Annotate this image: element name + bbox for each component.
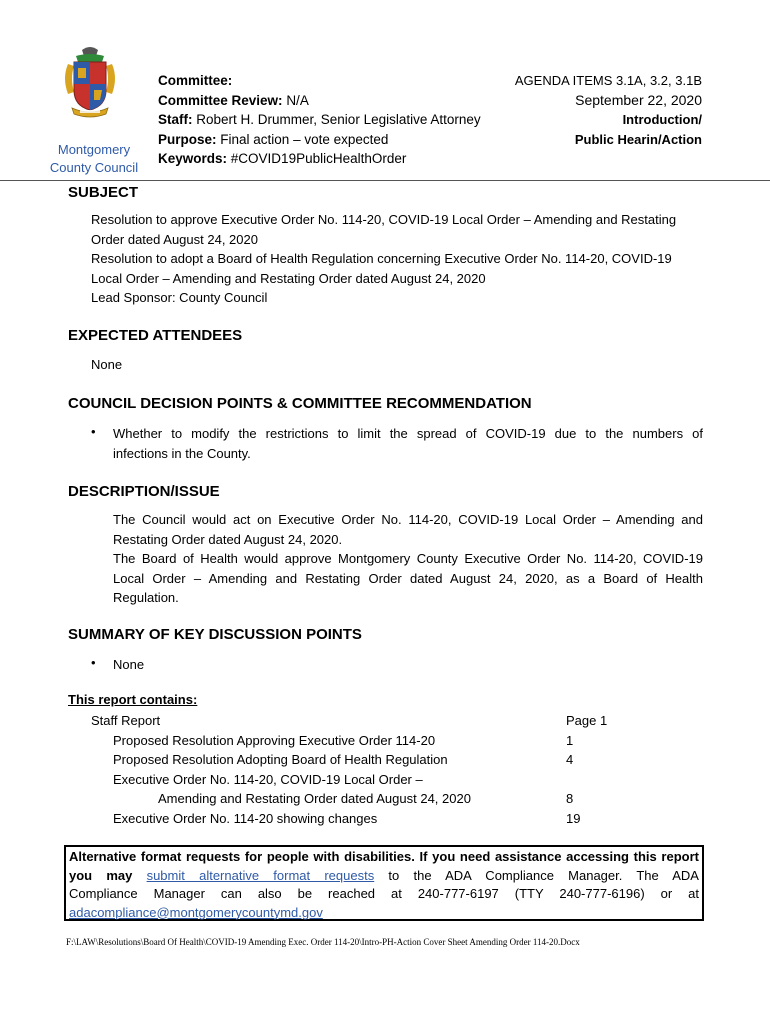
description-line: Regulation. [113,590,179,605]
purpose-value: Final action – vote expected [220,131,389,147]
bullet-icon: • [91,655,96,670]
bullet-icon: • [91,424,96,439]
summary-heading: SUMMARY OF KEY DISCUSSION POINTS [68,626,362,643]
contents-row-page: 8 [566,791,574,806]
council-name-line2: County Council [49,160,139,175]
staff-value: Robert H. Drummer, Senior Legislative Attorney [196,112,481,127]
staff-label: Staff: [158,112,193,127]
alt-format-line [69,867,699,886]
subject-line: Resolution to adopt a Board of Health Regulation concerning Executive Order No. 114-20, COVID-19 [91,251,672,266]
subject-line: Order dated August 24, 2020 [91,231,258,247]
description-line: The Board of Health would approve Montgomery County Executive Order No. 114-20, COVID-19 [113,551,703,566]
alt-format-line: Alternative format requests for people with disabilities. If you need assistance accessing this report [69,849,699,864]
subject-line: Local Order – Amending and Restating Order dated August 24, 2020 [91,270,486,286]
contents-row-page: Page 1 [566,713,608,728]
contents-row-label: Executive Order No. 114-20, COVID-19 Local Order – [113,771,423,787]
subject-body [91,210,703,308]
keywords-label: Keywords: [158,151,228,166]
decision-line: Whether to modify the restrictions to limit the spread of COVID-19 due to the numbers of [113,426,703,441]
keywords-value: #COVID19PublicHealthOrder [230,151,407,166]
alt-format-line-tail: to the ADA Compliance Manager. The ADA [374,867,699,883]
contents-row-page: 1 [566,732,574,748]
alt-format-notice [64,845,704,921]
agenda-block [515,71,702,149]
contents-row-label: Proposed Resolution Adopting Board of Health Regulation [113,752,448,767]
committee-label: Committee: [158,73,233,88]
contents-row-label: Staff Report [91,713,161,728]
committee-review-label: Committee Review: [158,92,283,108]
agenda-intro: Introduction/ [622,112,702,127]
submit-alt-format-link[interactable]: submit alternative format requests [146,867,375,883]
subject-line: Resolution to approve Executive Order No. 114-20, COVID-19 Local Order – Amending and Restating [91,212,677,227]
subject-heading: SUBJECT [68,184,139,201]
summary-bullet: None [113,657,145,672]
attendees-value: None [91,357,123,372]
attendees-heading: EXPECTED ATTENDEES [68,327,243,344]
contents-row-page: 19 [566,810,581,826]
purpose-label: Purpose: [158,131,217,147]
decision-heading: COUNCIL DECISION POINTS & COMMITTEE RECOMMENDATION [68,395,532,412]
alt-format-you-may: you may [69,867,133,883]
meeting-date: September 22, 2020 [575,91,702,108]
contents-heading: This report contains: [68,692,198,707]
contents-row-label: Amending and Restating Order dated August 24, 2020 [158,791,471,806]
alt-format-line: Compliance Manager can also be reached at 240-777-6197 (TTY 240-777-6196) or at [69,886,699,901]
contents-row-label: Proposed Resolution Approving Executive Order 114-20 [113,732,436,748]
description-line: Restating Order dated August 24, 2020. [113,531,343,547]
ada-email-link[interactable]: adacompliance@montgomerycountymd.gov [69,904,323,920]
agenda-items: AGENDA ITEMS 3.1A, 3.2, 3.1B [514,73,702,88]
meta-block [158,71,481,169]
agenda-action: Public Hearin/Action [574,131,702,147]
header-divider [0,180,770,181]
decision-bullet [113,424,703,463]
description-line: Local Order – Amending and Restating Order dated August 24, 2020, as a Board of Health [113,570,703,586]
decision-line: infections in the County. [113,445,251,461]
committee-review-value: N/A [286,92,309,108]
contents-row-label: Executive Order No. 114-20 showing changes [113,810,378,826]
contents-row-page: 4 [566,752,574,767]
county-seal-logo [58,44,122,120]
description-body [113,510,703,608]
council-name-line1: Montgomery [57,142,131,157]
lead-sponsor: Lead Sponsor: County Council [91,290,268,305]
file-path-footer: F:\LAW\Resolutions\Board Of Health\COVID-19 Amending Exec. Order 114-20\Intro-PH-Action Cover Sheet Amending Order 114-20.Docx [66,937,580,947]
council-name [44,141,144,177]
description-line: The Council would act on Executive Order No. 114-20, COVID-19 Local Order – Amending and [113,512,703,527]
description-heading: DESCRIPTION/ISSUE [68,483,220,500]
